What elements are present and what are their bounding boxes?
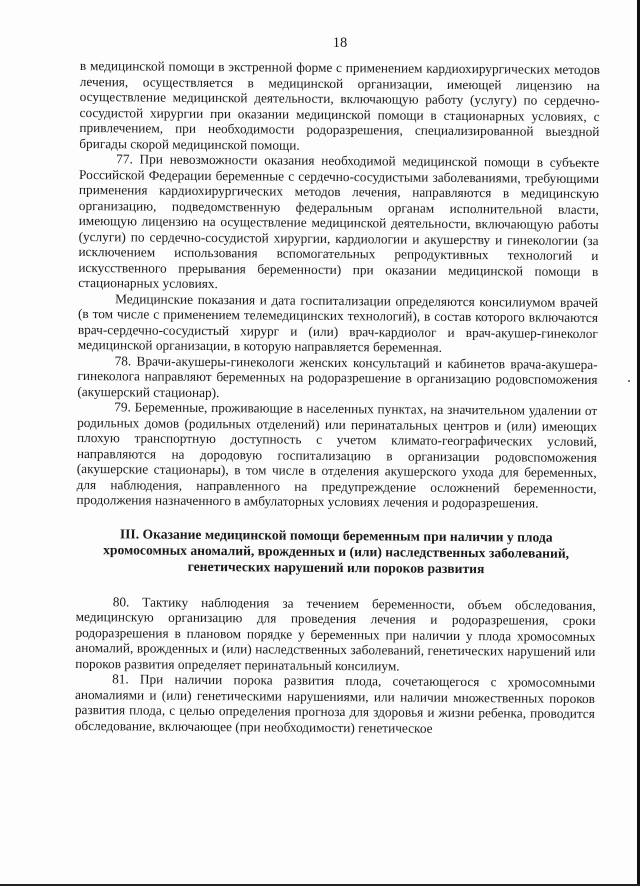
section-heading: III. Оказание медицинской помощи беременным при наличии у плода хромосомных аномалий, врожденных и (или) наследственных заболеваний, генетических нарушений или пороков развития	[103, 525, 570, 576]
paragraph-78: 78. Врачи-акушеры-гинекологи женских консультаций и кабинетов врача-акушера-гинеколога направляют беременных на родоразрешение в организацию родовспоможения (акушерский стационар).	[77, 352, 598, 400]
scan-speck	[628, 380, 630, 382]
page-number: 18	[332, 35, 348, 51]
paragraph-81: 81. При наличии порока развития плода, сочетающегося с хромосомными аномалиями и (или) генетическими нарушениями, или наличии множественных пороков развития плода, с целью определения прогноза для здоровья и жизни ребенка, проводится обследование, включающее (при необходимости) генетическое	[74, 671, 596, 736]
paragraph-77: 77. При невозможности оказания необходимой медицинской помощи в субъекте Российской Федерации беременные с сердечно-сосудистыми заболеваниями, требующими применения кардиохирургических методов лечения, направляются в медицинскую организацию, подведомственную федеральным органам исполнительной власти, имеющую лицензию на осуществление медицинской деятельности, включающую работы (услуги) по сердечно-сосудистой хирургии, кардиологии и акушерству и гинекологии (за исключением использования вспомогательных репродуктивных технологий и искусственного прерывания беременности) при оказании медицинской помощи в стационарных условиях.	[78, 151, 600, 292]
paragraph-80: 80. Тактику наблюдения за течением беременности, объем обследования, медицинскую организацию для проведения лечения и родоразрешения, сроки родоразрешения в плановом порядке у беременных при наличии у плода хромосомных аномалий, врожденных и (или) наследственных заболеваний, генетических нарушений или пороков развития определяет перинатальный консилиум.	[75, 593, 596, 674]
paragraph-continuation: в медицинской помощи в экстренной форме с применением кардиохирургических методов лечения, осуществляется в медицинской организации, имеющей лицензию на осуществление медицинской деятельности, включающую работу (услугу) по сердечно-сосудистой хирургии при оказании медицинской помощи в стационарных условиях, с привлечением, при необходимости родоразрешения, специализированной выездной бригады скорой медицинской помощи.	[79, 58, 600, 153]
paragraph-79: 79. Беременные, проживающие в населенных пунктах, на значительном удалении от родильных домов (родильных отделений) или перинатальных центров и (или) имеющих плохую транспортную доступность с учетом климато-географических условий, направляются на дородовую госпитализацию в организации родовспоможения (акушерские стационары), в том числе в отделения акушерского ухода для беременных, для наблюдения, направленного на предупреждение осложнений беременности, продолжения назначенного в амбулаторных условиях лечения и родоразрешения.	[76, 399, 598, 511]
paragraph-consilium: Медицинские показания и дата госпитализации определяются консилиумом врачей (в том числе с применением телемедицинских технологий), в состав которого включаются врач-сердечно-сосудистый хирург и (или) врач-кардиолог и врач-акушер-гинеколог медицинской организации, в которую направляется беременная.	[77, 290, 599, 355]
document-body	[75, 58, 600, 737]
